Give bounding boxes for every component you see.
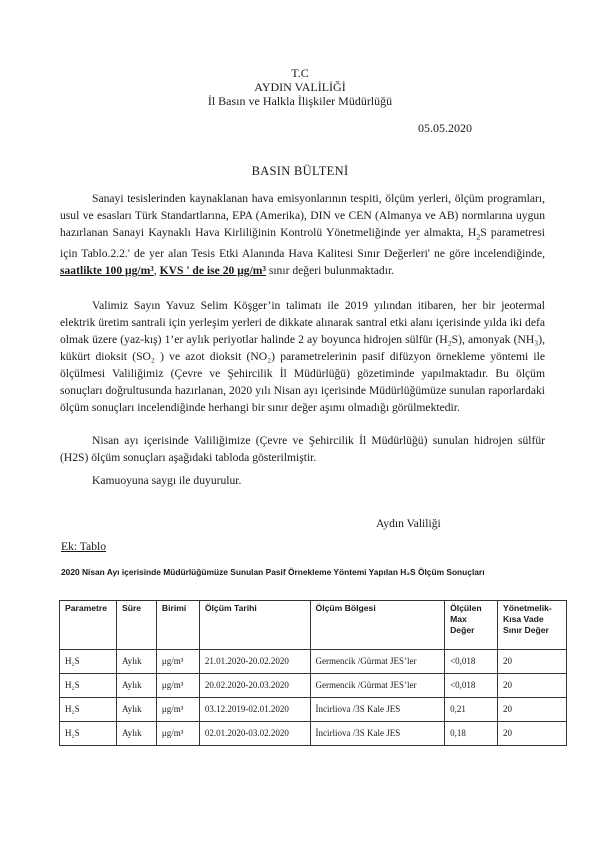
paragraph-1 <box>60 190 545 279</box>
cell-date: 02.01.2020-03.02.2020 <box>199 722 310 746</box>
paragraph-2: Valimiz Sayın Yavuz Selim Köşger’in talimatı ile 2019 yılından itibaren, her bir jeotermal elektrik üretim santrali için yerleşim yerleri de dikkate alınarak santral etki alanı içerisinde yılda iki defa olmak üzere (yaz-kış) 1’er aylık periyotlar halinde 2 ay boyunca hidrojen sülfür (H₂S), amonyak (NH₃), kükürt dioksit (SO₂ ) ve azot dioksit (NO₂) parametrelerinin pasif difüzyon örnekleme yöntemi ile ölçülmesi Valiliğimiz (Çevre ve Şehircilik İl Müdürlüğü) gözetiminde yapılmaktadır. Bu ölçüm sonuçları doğrultusunda hazırlanan, 2020 yılı Nisan ayı içerisinde Müdürlüğümüze sunulan raporlardaki ölçüm sonuçları incelendiğinde herhangi bir sınır değer aşımı olmadığı görülmektedir. <box>60 299 545 414</box>
header-unit: Birimi <box>156 601 199 650</box>
cell-limit: 20 <box>498 698 567 722</box>
table-row <box>60 698 567 722</box>
cell-unit: μg/m³ <box>156 722 199 746</box>
cell-limit: 20 <box>498 722 567 746</box>
cell-max-value: <0,018 <box>445 674 498 698</box>
header-department: İl Basın ve Halkla İlişkiler Müdürlüğü <box>207 94 393 108</box>
table-header-row <box>60 601 567 650</box>
cell-unit: μg/m³ <box>156 674 199 698</box>
header-measurement-date: Ölçüm Tarihi <box>199 601 310 650</box>
cell-region: Germencik /Gürmat JES’ler <box>310 674 445 698</box>
cell-date: 20.02.2020-20.03.2020 <box>199 674 310 698</box>
cell-date: 21.01.2020-20.02.2020 <box>199 650 310 674</box>
cell-max-value: 0,21 <box>445 698 498 722</box>
cell-limit: 20 <box>498 650 567 674</box>
kvs-limit: KVS ' de ise 20 μg/m³ <box>159 264 266 278</box>
measurement-table <box>59 600 567 746</box>
header-governorship: AYDIN VALİLİĞİ <box>254 80 346 94</box>
cell-region: İncirliova /3S Kale JES <box>310 722 445 746</box>
cell-unit: μg/m³ <box>156 650 199 674</box>
table-row <box>60 650 567 674</box>
paragraph-1-text-a: Sanayi tesislerinden kaynaklanan hava emisyonlarının tespiti, ölçüm yerleri, ölçüm programları, usul ve esasları Türk Standartlarına, EPA (Amerika), DIN ve CEN (Almanya ve AB) normlarına uygun hazırlanan Sanayi Kaynaklı Hava Kirliliğinin Kontrolü Yönetmeliğinde yer almakta, H <box>60 192 545 239</box>
cell-duration: Aylık <box>116 674 156 698</box>
header-parameter: Parametre <box>60 601 117 650</box>
header-max-value: Ölçülen Max Değer <box>445 601 498 650</box>
cell-duration: Aylık <box>116 650 156 674</box>
cell-parameter: H₂S <box>60 722 117 746</box>
cell-max-value: <0,018 <box>445 650 498 674</box>
paragraph-1-separator: , <box>153 264 160 278</box>
paragraph-1-text-b: S parametresi için Tablo.2.2.' de yer alan Tesis Etki Alanında Hava Kalitesi Sınır Değerleri' ne göre incelendiğinde, <box>60 226 546 261</box>
cell-duration: Aylık <box>116 722 156 746</box>
document-date: 05.05.2020 <box>418 121 472 135</box>
cell-parameter: H₂S <box>60 698 117 722</box>
closing-line: Kamuoyuna saygı ile duyurulur. <box>92 474 242 487</box>
hourly-limit: saatlikte 100 μg/m³ <box>60 264 154 278</box>
header-measurement-region: Ölçüm Bölgesi <box>310 601 445 650</box>
table-row <box>60 722 567 746</box>
cell-region: Germencik /Gürmat JES’ler <box>310 650 445 674</box>
annex-label: Ek: Tablo <box>61 540 107 553</box>
paragraph-1-subscript: 2 <box>476 232 481 242</box>
table-row <box>60 674 567 698</box>
header-tc: T.C <box>291 66 309 80</box>
header-duration: Süre <box>116 601 156 650</box>
cell-date: 03.12.2019-02.01.2020 <box>199 698 310 722</box>
cell-duration: Aylık <box>116 698 156 722</box>
cell-unit: μg/m³ <box>156 698 199 722</box>
paragraph-3: Nisan ayı içerisinde Valiliğimize (Çevre ve Şehircilik İl Müdürlüğü) sunulan hidrojen sülfür (H2S) ölçüm sonuçları aşağıdaki tabloda gösterilmiştir. <box>60 434 545 464</box>
cell-region: İncirliova /3S Kale JES <box>310 698 445 722</box>
cell-parameter: H₂S <box>60 674 117 698</box>
cell-max-value: 0,18 <box>445 722 498 746</box>
cell-parameter: H₂S <box>60 650 117 674</box>
header-limit-value: Yönetmelik-Kısa Vade Sınır Değer <box>498 601 567 650</box>
paragraph-1-text-c: sınır değeri bulunmaktadır. <box>265 264 395 278</box>
document-title: BASIN BÜLTENİ <box>251 164 349 178</box>
cell-limit: 20 <box>498 674 567 698</box>
table-title: 2020 Nisan Ayı içerisinde Müdürlüğümüze Sunulan Pasif Örnekleme Yöntemi Yapılan H₂S Ölçüm Sonuçları <box>61 567 485 577</box>
signature: Aydın Valiliği <box>376 517 441 530</box>
